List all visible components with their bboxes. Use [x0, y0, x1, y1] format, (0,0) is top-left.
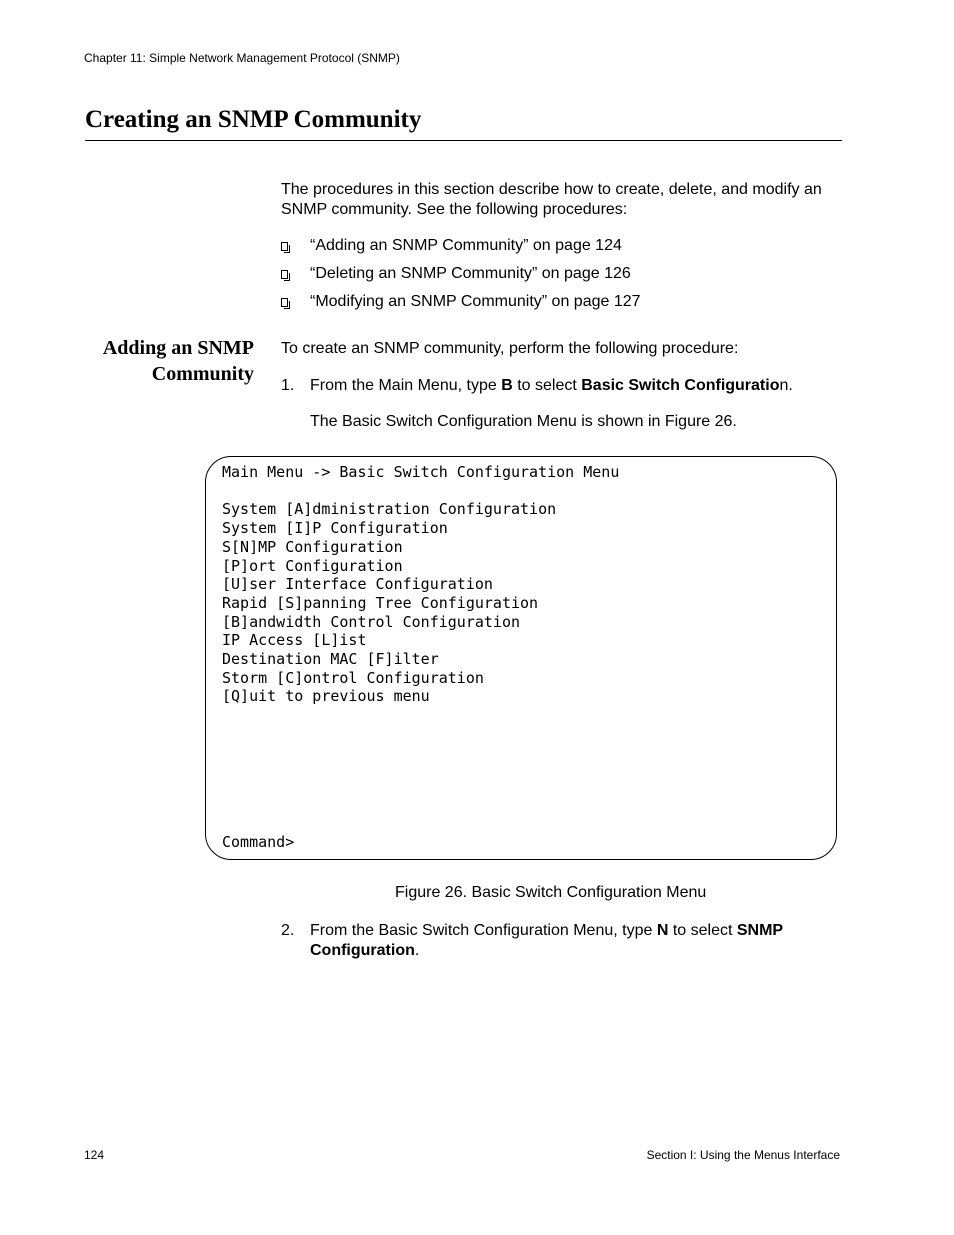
step-text — [310, 921, 840, 961]
terminal-line: System [A]dministration Configuration — [222, 500, 557, 519]
running-footer: Section I: Using the Menus Interface — [646, 1148, 840, 1162]
bullet-link[interactable]: “Adding an SNMP Community” on page 124 — [310, 237, 622, 254]
page-number: 124 — [84, 1148, 105, 1162]
step-key: N — [656, 922, 669, 939]
terminal-line: Storm [C]ontrol Configuration — [222, 668, 484, 687]
lead-paragraph: To create an SNMP community, perform the following procedure: — [281, 340, 739, 357]
terminal-menu — [222, 463, 619, 706]
step-text-part: From the Basic Switch Configuration Menu, type — [310, 922, 657, 939]
step-target: SNMP Configuration — [310, 922, 783, 959]
subsection-heading-line1: Adding an SNMP — [102, 337, 254, 359]
subsection-heading — [103, 335, 254, 387]
intro-paragraph: The procedures in this section describe how to create, delete, and modify an SNMP community. See the following procedures: — [281, 181, 822, 218]
figure-caption: Figure 26. Basic Switch Configuration Menu — [395, 884, 707, 901]
step-key: B — [501, 377, 513, 394]
step-text-part: . — [414, 942, 420, 959]
step-number: 1. — [281, 377, 295, 394]
terminal-line: System [I]P Configuration — [222, 519, 448, 538]
step-note: The Basic Switch Configuration Menu is shown in Figure 26. — [310, 413, 737, 430]
step-text-part: From the Main Menu, type — [310, 377, 502, 394]
step-text-part: to select — [512, 377, 582, 394]
step-target: Basic Switch Configuratio — [581, 377, 780, 394]
terminal-line: [P]ort Configuration — [222, 556, 403, 575]
checkbox-bullet-icon — [281, 298, 288, 307]
checkbox-bullet-icon — [281, 270, 288, 279]
terminal-line: IP Access [L]ist — [222, 631, 367, 650]
subsection-heading-line2: Community — [151, 363, 254, 385]
step-number: 2. — [281, 922, 295, 939]
terminal-line: S[N]MP Configuration — [222, 537, 403, 556]
title-rule — [85, 140, 842, 141]
step-text-part: to select — [668, 922, 737, 939]
bullet-link[interactable]: “Modifying an SNMP Community” on page 127 — [310, 293, 641, 310]
terminal-line: Destination MAC [F]ilter — [222, 650, 439, 669]
step-text — [310, 376, 840, 396]
running-header: Chapter 11: Simple Network Management Protocol (SNMP) — [84, 51, 400, 65]
command-prompt: Command> — [222, 833, 295, 851]
section-title: Creating an SNMP Community — [85, 106, 422, 133]
terminal-line: [U]ser Interface Configuration — [222, 575, 493, 594]
bullet-link[interactable]: “Deleting an SNMP Community” on page 126 — [310, 265, 631, 282]
checkbox-bullet-icon — [281, 242, 288, 251]
terminal-line: [Q]uit to previous menu — [222, 687, 430, 706]
terminal-screen — [205, 456, 837, 860]
terminal-line: [B]andwidth Control Configuration — [222, 612, 521, 631]
terminal-line: Rapid [S]panning Tree Configuration — [222, 593, 539, 612]
terminal-line: Main Menu -> Basic Switch Configuration Menu — [222, 463, 620, 481]
step-text-part: n. — [779, 377, 793, 394]
